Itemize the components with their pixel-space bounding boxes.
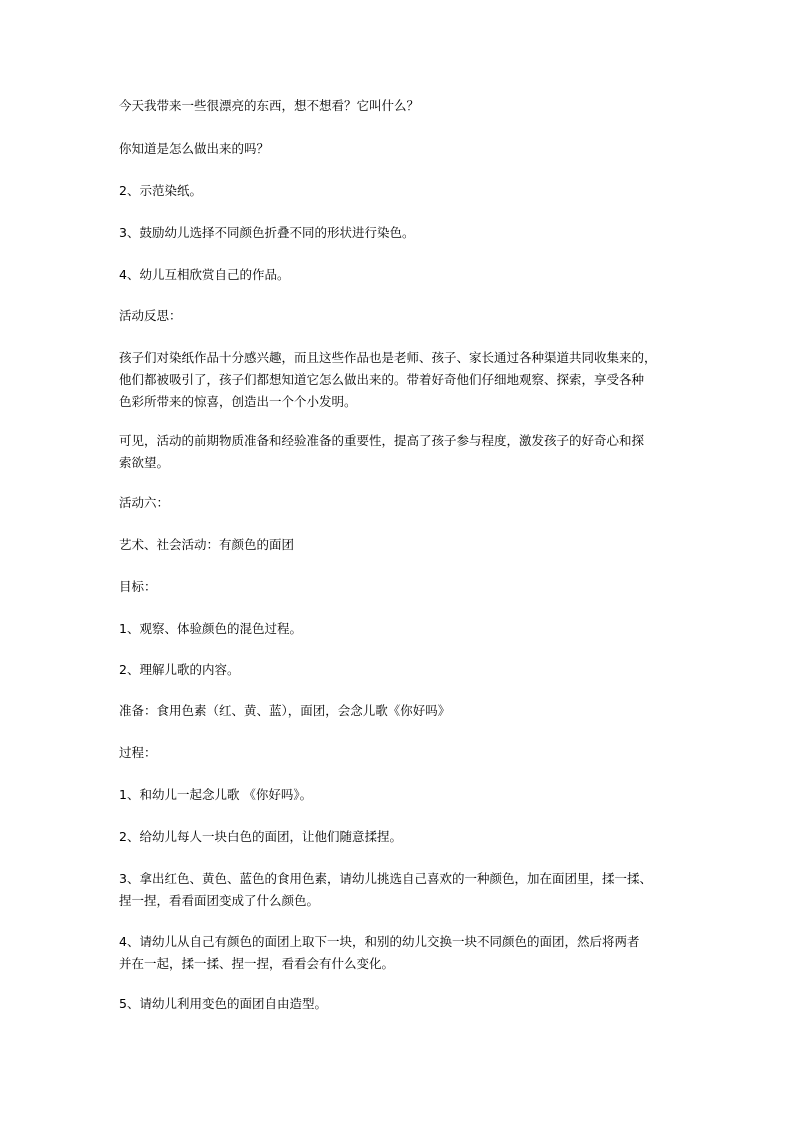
paragraph-process-step-3 <box>119 868 679 912</box>
text-line: 3、拿出红色、黄色、蓝色的食用色素，请幼儿挑选自己喜欢的一种颜色，加在面团里，揉一揉、 <box>119 871 652 886</box>
text-line: 孩子们对染纸作品十分感兴趣，而且这些作品也是老师、孩子、家长通过各种渠道共同收集来的， <box>119 350 657 365</box>
text-line: 索欲望。 <box>119 455 170 470</box>
paragraph-step-3 <box>119 222 679 244</box>
text-line: 捏一捏，看看面团变成了什么颜色。 <box>119 893 320 908</box>
paragraph-activity-title <box>119 534 679 556</box>
paragraph-process-step-5 <box>119 993 679 1015</box>
text-line: 4、请幼儿从自己有颜色的面团上取下一块，和别的幼儿交换一块不同颜色的面团，然后将两者 <box>119 934 640 949</box>
paragraph-process-step-4 <box>119 931 679 975</box>
text-line: 1、观察、体验颜色的混色过程。 <box>119 621 302 636</box>
paragraph-how-made-question <box>119 138 679 160</box>
heading-process <box>119 742 679 764</box>
paragraph-step-2 <box>119 180 679 202</box>
paragraph-preparation <box>119 700 679 722</box>
text-line: 目标： <box>119 579 157 594</box>
text-line: 活动六： <box>119 495 170 510</box>
text-line: 他们都被吸引了，孩子们都想知道它怎么做出来的。带着好奇他们仔细地观察、探索，享受各种 <box>119 372 645 387</box>
text-line: 3、鼓励幼儿选择不同颜色折叠不同的形状进行染色。 <box>119 225 415 240</box>
text-line: 你知道是怎么做出来的吗？ <box>119 141 270 156</box>
heading-goals <box>119 576 679 598</box>
text-line: 色彩所带来的惊喜，创造出一个个小发明。 <box>119 394 357 409</box>
text-line: 2、理解儿歌的内容。 <box>119 662 240 677</box>
paragraph-process-step-1 <box>119 784 679 806</box>
text-line: 艺术、社会活动：有颜色的面团 <box>119 537 295 552</box>
paragraph-process-step-2 <box>119 826 679 848</box>
paragraph-reflection-body <box>119 347 679 413</box>
text-line: 活动反思： <box>119 308 182 323</box>
paragraph-step-4 <box>119 264 679 286</box>
paragraph-intro-question <box>119 95 679 117</box>
paragraph-goal-1 <box>119 618 679 640</box>
text-line: 2、给幼儿每人一块白色的面团，让他们随意揉捏。 <box>119 829 402 844</box>
text-line: 并在一起，揉一揉、捏一捏，看看会有什么变化。 <box>119 956 395 971</box>
text-line: 过程： <box>119 745 157 760</box>
text-line: 5、请幼儿利用变色的面团自由造型。 <box>119 996 327 1011</box>
text-line: 4、幼儿互相欣赏自己的作品。 <box>119 267 290 282</box>
paragraph-reflection-conclusion <box>119 430 679 474</box>
heading-activity-six <box>119 492 679 514</box>
text-line: 2、示范染纸。 <box>119 183 202 198</box>
heading-activity-reflection <box>119 305 679 327</box>
text-line: 1、和幼儿一起念儿歌 《你好吗》。 <box>119 787 313 802</box>
text-line: 今天我带来一些很漂亮的东西，想不想看？它叫什么？ <box>119 98 420 113</box>
text-line: 准备：食用色素（红、黄、蓝），面团，会念儿歌《你好吗》 <box>119 703 451 718</box>
paragraph-goal-2 <box>119 659 679 681</box>
text-line: 可见，活动的前期物质准备和经验准备的重要性，提高了孩子参与程度，激发孩子的好奇心和探 <box>119 433 645 448</box>
